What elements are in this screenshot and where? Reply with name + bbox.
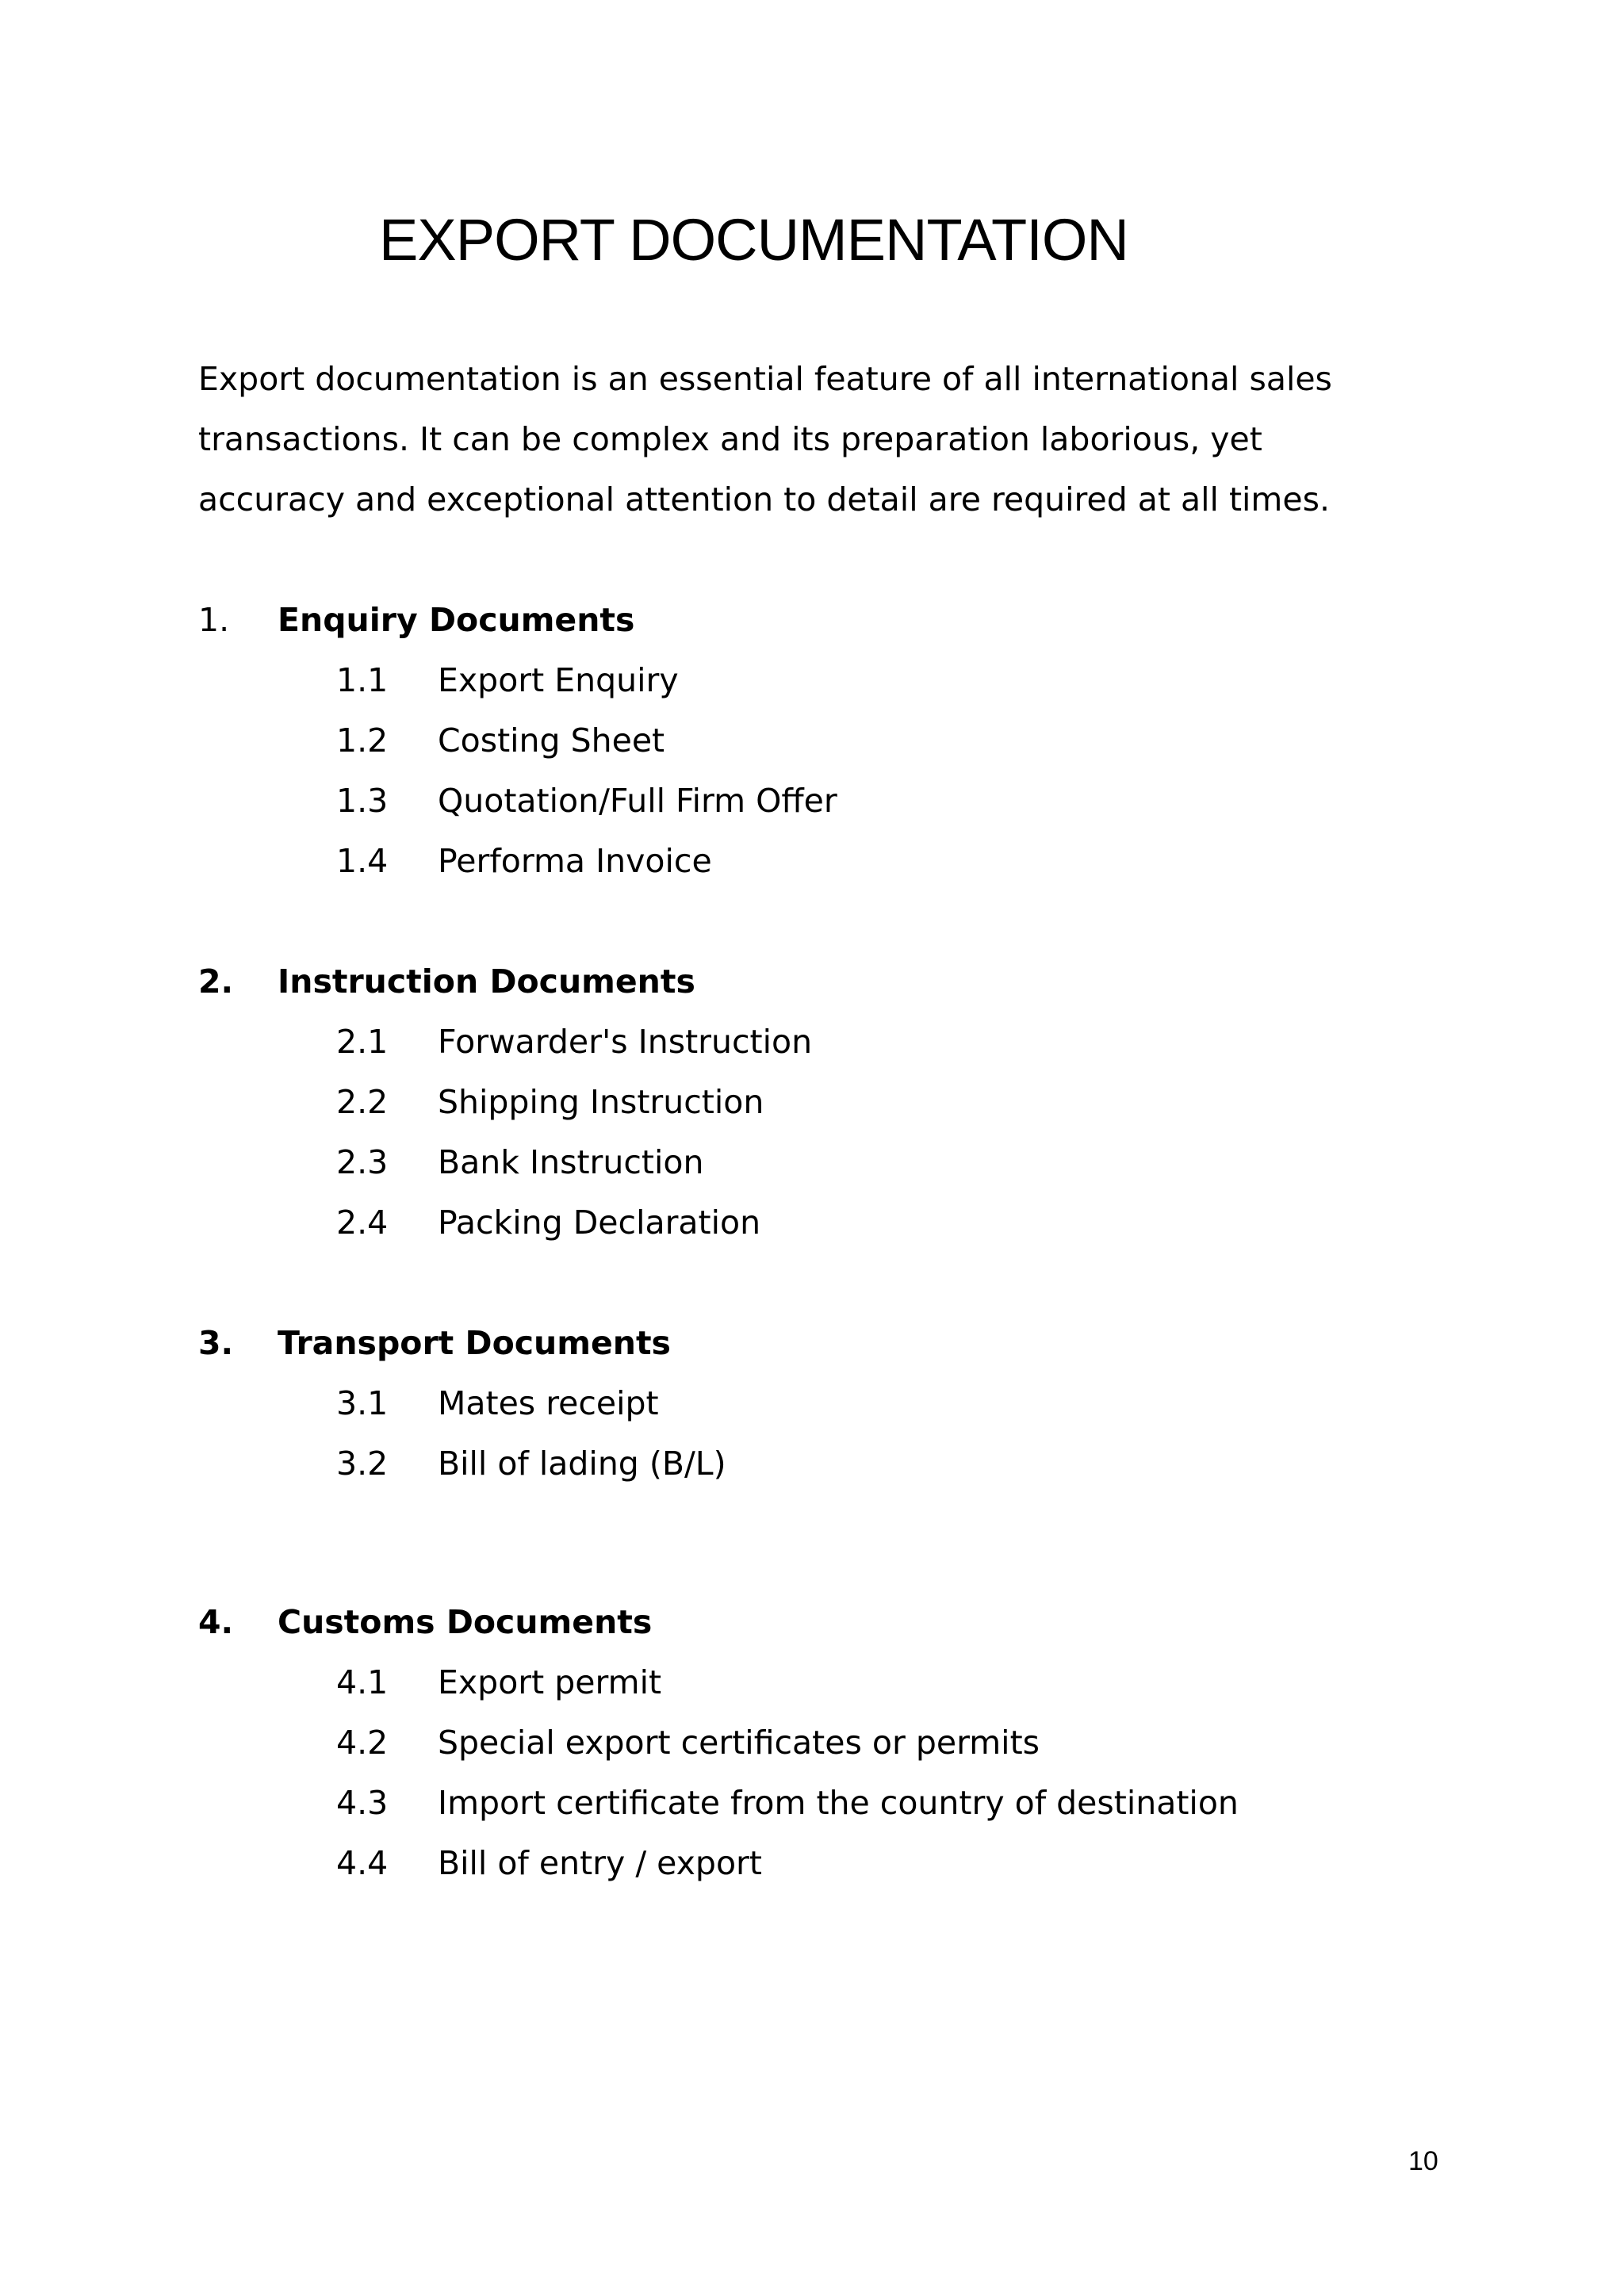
section-title: Enquiry Documents bbox=[278, 601, 635, 639]
item-label: Quotation/Full Firm Offer bbox=[438, 782, 837, 820]
item-number: 2.2 bbox=[336, 1083, 389, 1121]
item-number: 2.3 bbox=[336, 1143, 389, 1181]
section-heading bbox=[198, 951, 812, 1012]
item-label: Packing Declaration bbox=[438, 1203, 761, 1242]
item-number: 4.2 bbox=[336, 1724, 389, 1762]
item-number: 1.4 bbox=[336, 842, 389, 880]
section-heading bbox=[198, 1313, 726, 1373]
section-title: Customs Documents bbox=[278, 1603, 653, 1641]
item-label: Bank Instruction bbox=[438, 1143, 704, 1181]
list-item bbox=[198, 1132, 812, 1192]
list-item bbox=[198, 831, 837, 891]
section-transport-documents bbox=[198, 1313, 726, 1494]
list-item bbox=[198, 1833, 1239, 1893]
section-number: 3. bbox=[198, 1324, 234, 1362]
item-number: 3.2 bbox=[336, 1445, 389, 1483]
item-label: Performa Invoice bbox=[438, 842, 712, 880]
list-item bbox=[198, 710, 837, 771]
list-item bbox=[198, 1433, 726, 1494]
section-number: 2. bbox=[198, 962, 234, 1001]
page-title: EXPORT DOCUMENTATION bbox=[379, 207, 1128, 273]
item-number: 1.3 bbox=[336, 782, 389, 820]
item-number: 2.4 bbox=[336, 1203, 389, 1242]
section-heading bbox=[198, 590, 837, 650]
list-item bbox=[198, 1652, 1239, 1712]
intro-paragraph bbox=[198, 349, 1435, 530]
list-item bbox=[198, 650, 837, 710]
list-item bbox=[198, 1373, 726, 1433]
item-number: 3.1 bbox=[336, 1384, 389, 1422]
section-number: 1. bbox=[198, 601, 230, 639]
section-title: Transport Documents bbox=[278, 1324, 671, 1362]
item-number: 4.4 bbox=[336, 1844, 389, 1882]
item-number: 2.1 bbox=[336, 1023, 389, 1061]
section-enquiry-documents bbox=[198, 590, 837, 891]
item-label: Special export certificates or permits bbox=[438, 1724, 1040, 1762]
item-label: Import certificate from the country of destination bbox=[438, 1784, 1239, 1822]
item-label: Mates receipt bbox=[438, 1384, 659, 1422]
item-label: Export permit bbox=[438, 1663, 662, 1701]
item-label: Costing Sheet bbox=[438, 721, 665, 760]
intro-line: accuracy and exceptional attention to detail are required at all times. bbox=[198, 480, 1330, 519]
page-number: 10 bbox=[1408, 2146, 1438, 2176]
item-label: Bill of lading (B/L) bbox=[438, 1445, 726, 1483]
list-item bbox=[198, 1012, 812, 1072]
intro-line: Export documentation is an essential feature of all international sales bbox=[198, 360, 1332, 398]
list-item bbox=[198, 1712, 1239, 1773]
section-customs-documents bbox=[198, 1592, 1239, 1893]
list-item bbox=[198, 1072, 812, 1132]
item-label: Bill of entry / export bbox=[438, 1844, 762, 1882]
intro-line: transactions. It can be complex and its preparation laborious, yet bbox=[198, 420, 1262, 458]
item-number: 1.1 bbox=[336, 661, 389, 699]
section-title: Instruction Documents bbox=[278, 962, 695, 1001]
item-number: 4.3 bbox=[336, 1784, 389, 1822]
section-number: 4. bbox=[198, 1603, 234, 1641]
section-instruction-documents bbox=[198, 951, 812, 1253]
item-label: Shipping Instruction bbox=[438, 1083, 764, 1121]
item-number: 4.1 bbox=[336, 1663, 389, 1701]
list-item bbox=[198, 771, 837, 831]
item-number: 1.2 bbox=[336, 721, 389, 760]
list-item bbox=[198, 1773, 1239, 1833]
item-label: Export Enquiry bbox=[438, 661, 679, 699]
item-label: Forwarder's Instruction bbox=[438, 1023, 813, 1061]
list-item bbox=[198, 1192, 812, 1253]
section-heading bbox=[198, 1592, 1239, 1652]
